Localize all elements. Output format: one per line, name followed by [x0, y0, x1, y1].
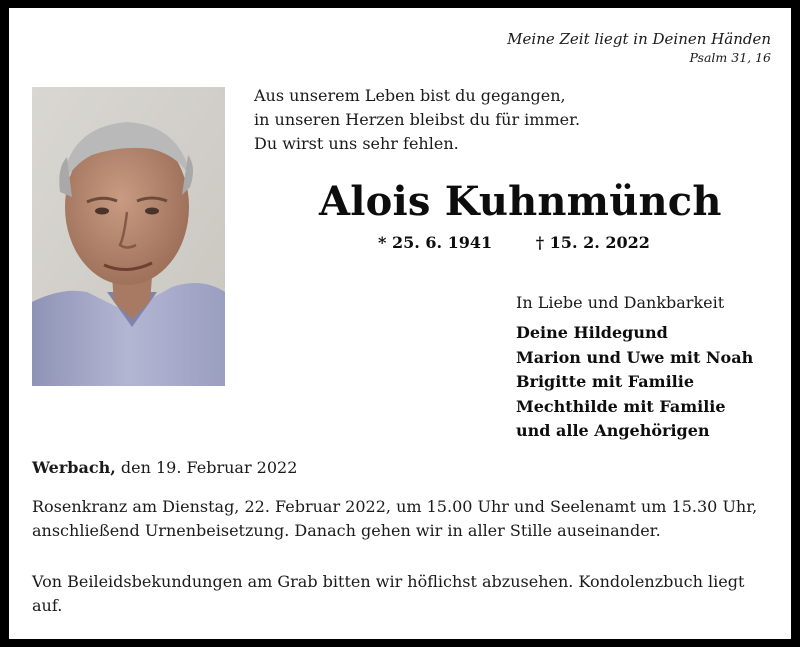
rosary-notice: Rosenkranz am Dienstag, 22. Februar 2022, um 15.00 Uhr und Seelenamt um 15.30 Uhr, anschließend Urnenbeisetzung. Danach gehen wir in aller Stille auseinander. — [32, 497, 758, 540]
poem-line: Du wirst uns sehr fehlen. — [254, 134, 459, 153]
poem — [254, 84, 580, 156]
date: den 19. Februar 2022 — [120, 458, 298, 477]
mourner-name: und alle Angehörigen — [516, 421, 710, 440]
birth-date: * 25. 6. 1941 — [378, 233, 493, 252]
mourners-list — [516, 321, 753, 444]
portrait-photo — [32, 87, 225, 386]
mourner-name: Deine Hildegund — [516, 323, 668, 342]
life-dates — [378, 233, 650, 252]
poem-line: in unseren Herzen bleibst du für immer. — [254, 110, 581, 129]
poem-line: Aus unserem Leben bist du gegangen, — [254, 86, 566, 105]
mourner-name: Mechthilde mit Familie — [516, 396, 726, 416]
mourner-name: Brigitte mit Familie — [516, 372, 694, 391]
place: Werbach, — [32, 458, 116, 477]
mourner-name: Marion und Uwe mit Noah — [516, 347, 754, 367]
motto-text: Meine Zeit liegt in Deinen Händen — [507, 30, 771, 48]
condolences-notice: Von Beileidsbekundungen am Grab bitten wir höflichst abzusehen. Kondolenzbuch liegt auf. — [32, 572, 745, 615]
obituary-card — [9, 8, 791, 639]
motto-reference: Psalm 31, 16 — [689, 50, 771, 65]
place-date — [32, 457, 297, 479]
deceased-name: Alois Kuhnmünch — [319, 178, 722, 225]
death-date: † 15. 2. 2022 — [535, 233, 650, 252]
mourners-intro: In Liebe und Dankbarkeit — [516, 293, 725, 312]
motto — [507, 29, 771, 66]
